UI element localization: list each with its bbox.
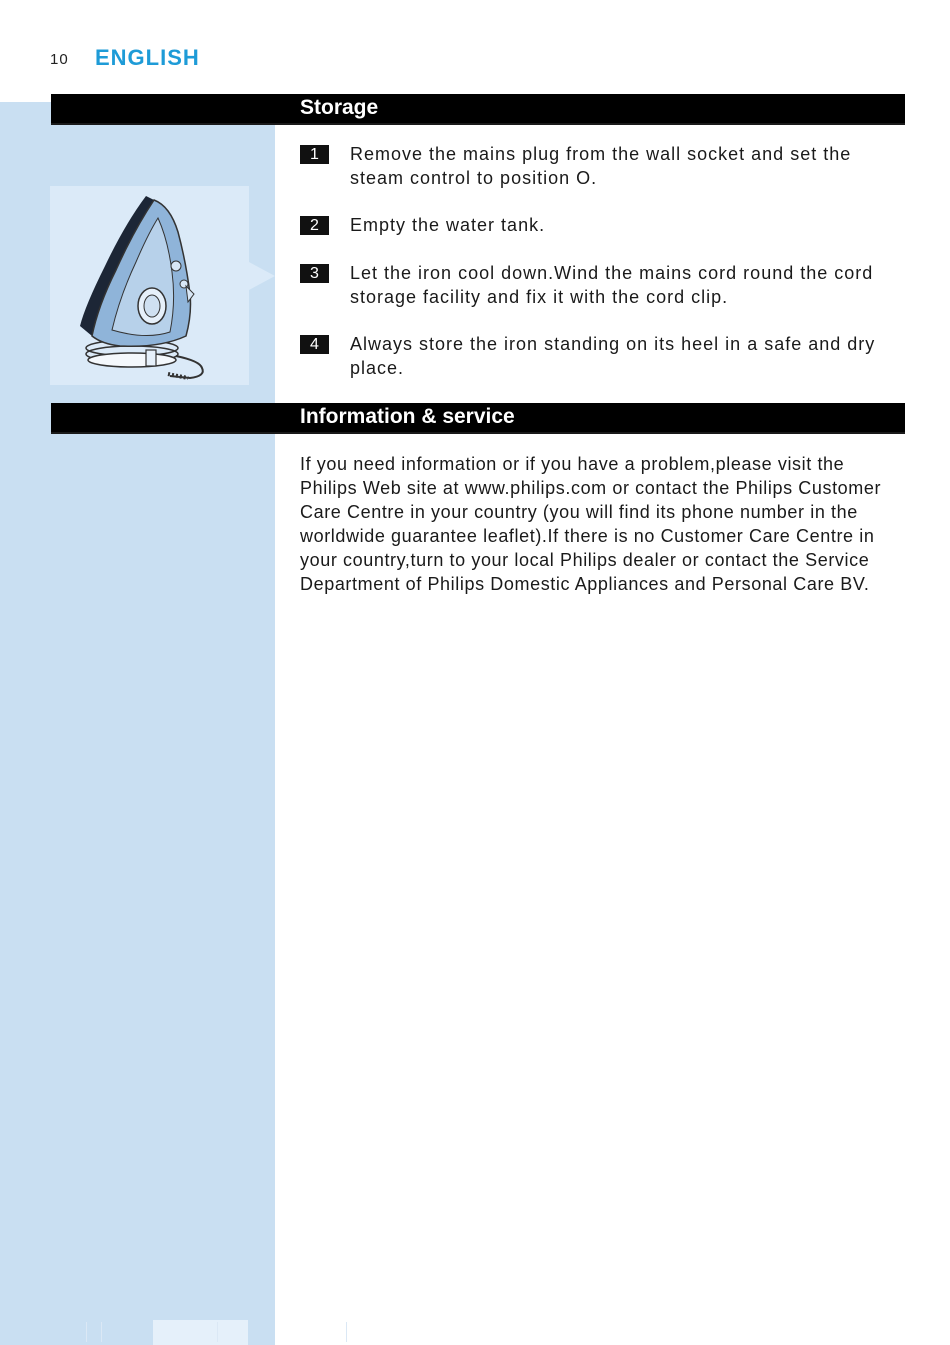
step-number: 3 — [300, 264, 329, 283]
information-section-bar — [51, 403, 905, 434]
footer-mark-box — [153, 1320, 248, 1345]
step-number: 1 — [300, 145, 329, 164]
footer-tick — [346, 1322, 347, 1342]
storage-title: Storage — [300, 96, 379, 119]
page-number: 10 — [50, 51, 69, 68]
information-body: If you need information or if you have a problem,please visit the Philips Web site at www.philips.com or contact the Philips Customer Care Centre in your country (you will find its phone number in the worldwide guarantee leaflet).If there is no Customer Care Centre in your country,turn to your local Philips dealer or contact the Service Department of Philips Domestic Appliances and Personal Care BV. — [300, 454, 882, 594]
step-text: Empty the water tank. — [350, 215, 546, 235]
information-title: Information & service — [300, 405, 515, 428]
step-number: 4 — [300, 335, 329, 354]
step-text: Remove the mains plug from the wall socket and set the steam control to position O. — [350, 144, 852, 188]
step-number: 2 — [300, 216, 329, 235]
steam-iron-with-wound-cord-icon — [50, 186, 249, 385]
iron-illustration — [50, 186, 249, 385]
language-heading: ENGLISH — [95, 45, 200, 70]
footer-tick — [217, 1322, 218, 1342]
footer-tick — [86, 1322, 87, 1342]
step-text: Always store the iron standing on its heel in a safe and dry place. — [350, 334, 876, 378]
illustration-pointer — [249, 262, 275, 290]
footer-tick — [101, 1322, 102, 1342]
storage-section-bar — [51, 94, 905, 125]
step-text: Let the iron cool down.Wind the mains cord round the cord storage facility and fix it with the cord clip. — [350, 263, 874, 307]
